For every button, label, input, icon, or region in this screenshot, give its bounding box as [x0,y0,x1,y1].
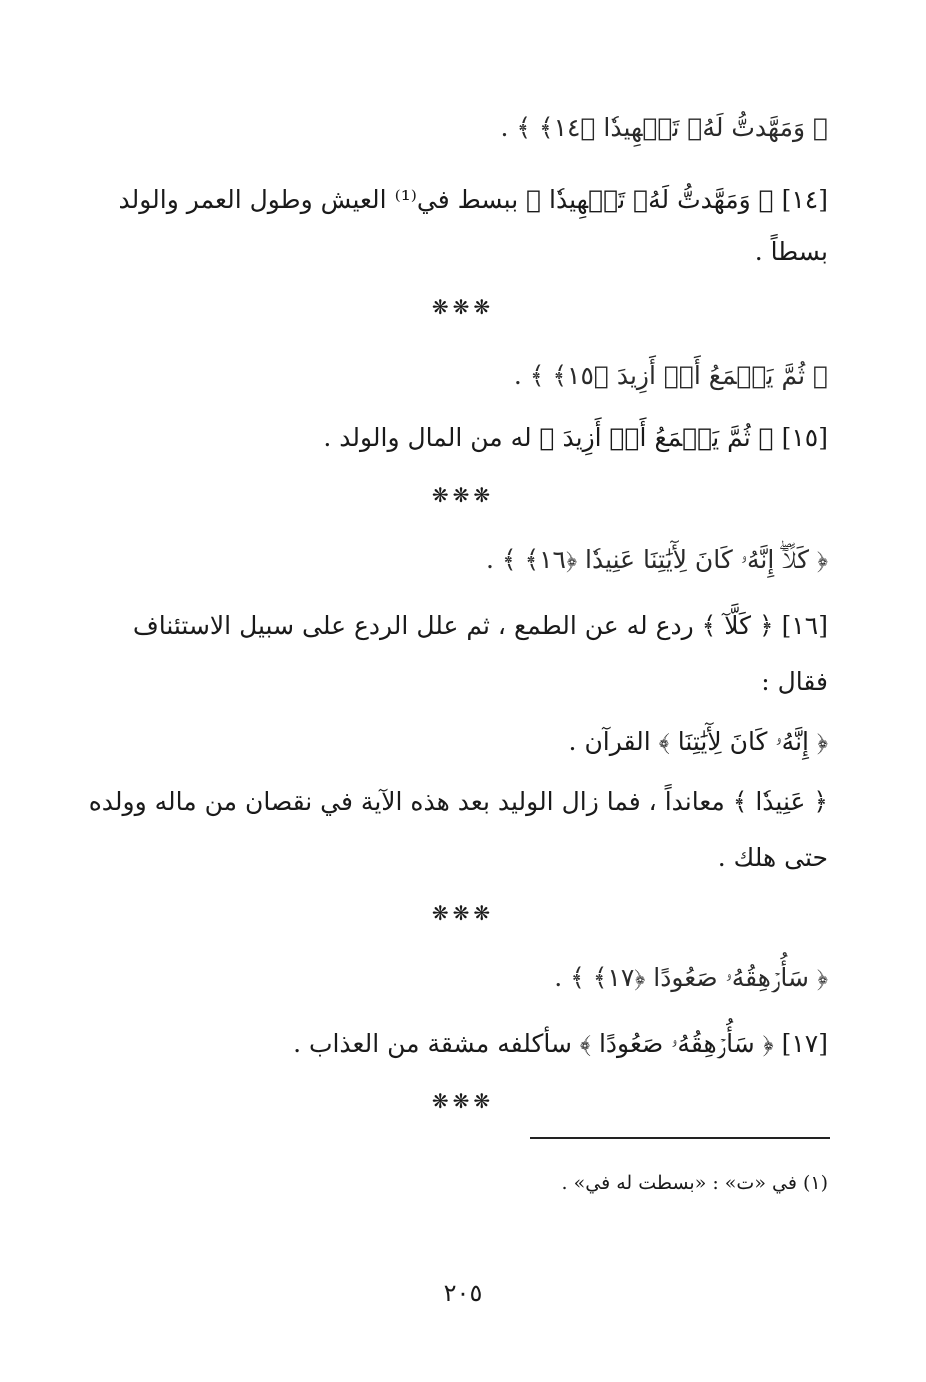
commentary-16-line-1: [١٦] ﴿ كَلَّآ ﴾ ردع له عن الطمع ، ثم علل الردع على سبيل الاستئناف [132,611,828,640]
commentary-14-line-2: بسطاً . [754,237,828,266]
commentary-14-line-1: [١٤] ﴿ وَمَهَّدتُّ لَهُۥ تَمۡهِيدٗا ﴾ ببسط في⁽¹⁾ العيش وطول العمر والولد [118,185,828,214]
verse-17: ﴿ سَأُرۡهِقُهُۥ صَعُودًا ﴿١٧﴾ ﴾ . [554,963,828,992]
section-separator: ❋❋❋ [431,295,495,319]
footnote-rule [530,1137,830,1139]
section-separator: ❋❋❋ [431,901,495,925]
verse-16: ﴿ كَلَّآۖ إِنَّهُۥ كَانَ لِأٓيَٰتِنَا عَنِيدٗا ﴿١٦﴾ ﴾ . [485,545,828,574]
commentary-16-line-2: فقال : [761,667,828,696]
commentary-15: [١٥] ﴿ ثُمَّ يَطۡمَعُ أَنۡ أَزِيدَ ﴾ له من المال والولد . [323,423,828,452]
verse-15: ﴿ ثُمَّ يَطۡمَعُ أَنۡ أَزِيدَ ﴿١٥﴾ ﴾ . [513,361,828,390]
section-separator: ❋❋❋ [431,483,495,507]
page-number: ٢٠٥ [443,1279,483,1307]
verse-14: ﴿ وَمَهَّدتُّ لَهُۥ تَمۡهِيدٗا ﴿١٤﴾ ﴾ . [500,113,828,142]
commentary-16-line-5: حتى هلك . [717,843,828,872]
commentary-16-line-4: ﴿ عَنِيدٗا ﴾ معانداً ، فما زال الوليد بعد هذه الآية في نقصان من ماله وولده [88,787,828,816]
footnote: (١) في «ت» : «بسطت له في» . [561,1172,828,1194]
section-separator: ❋❋❋ [431,1089,495,1113]
commentary-16-line-3: ﴿ إِنَّهُۥ كَانَ لِأٓيَٰتِنَا ﴾ القرآن . [568,727,828,756]
commentary-17: [١٧] ﴿ سَأُرۡهِقُهُۥ صَعُودًا ﴾ سأكلفه مشقة من العذاب . [293,1029,828,1058]
